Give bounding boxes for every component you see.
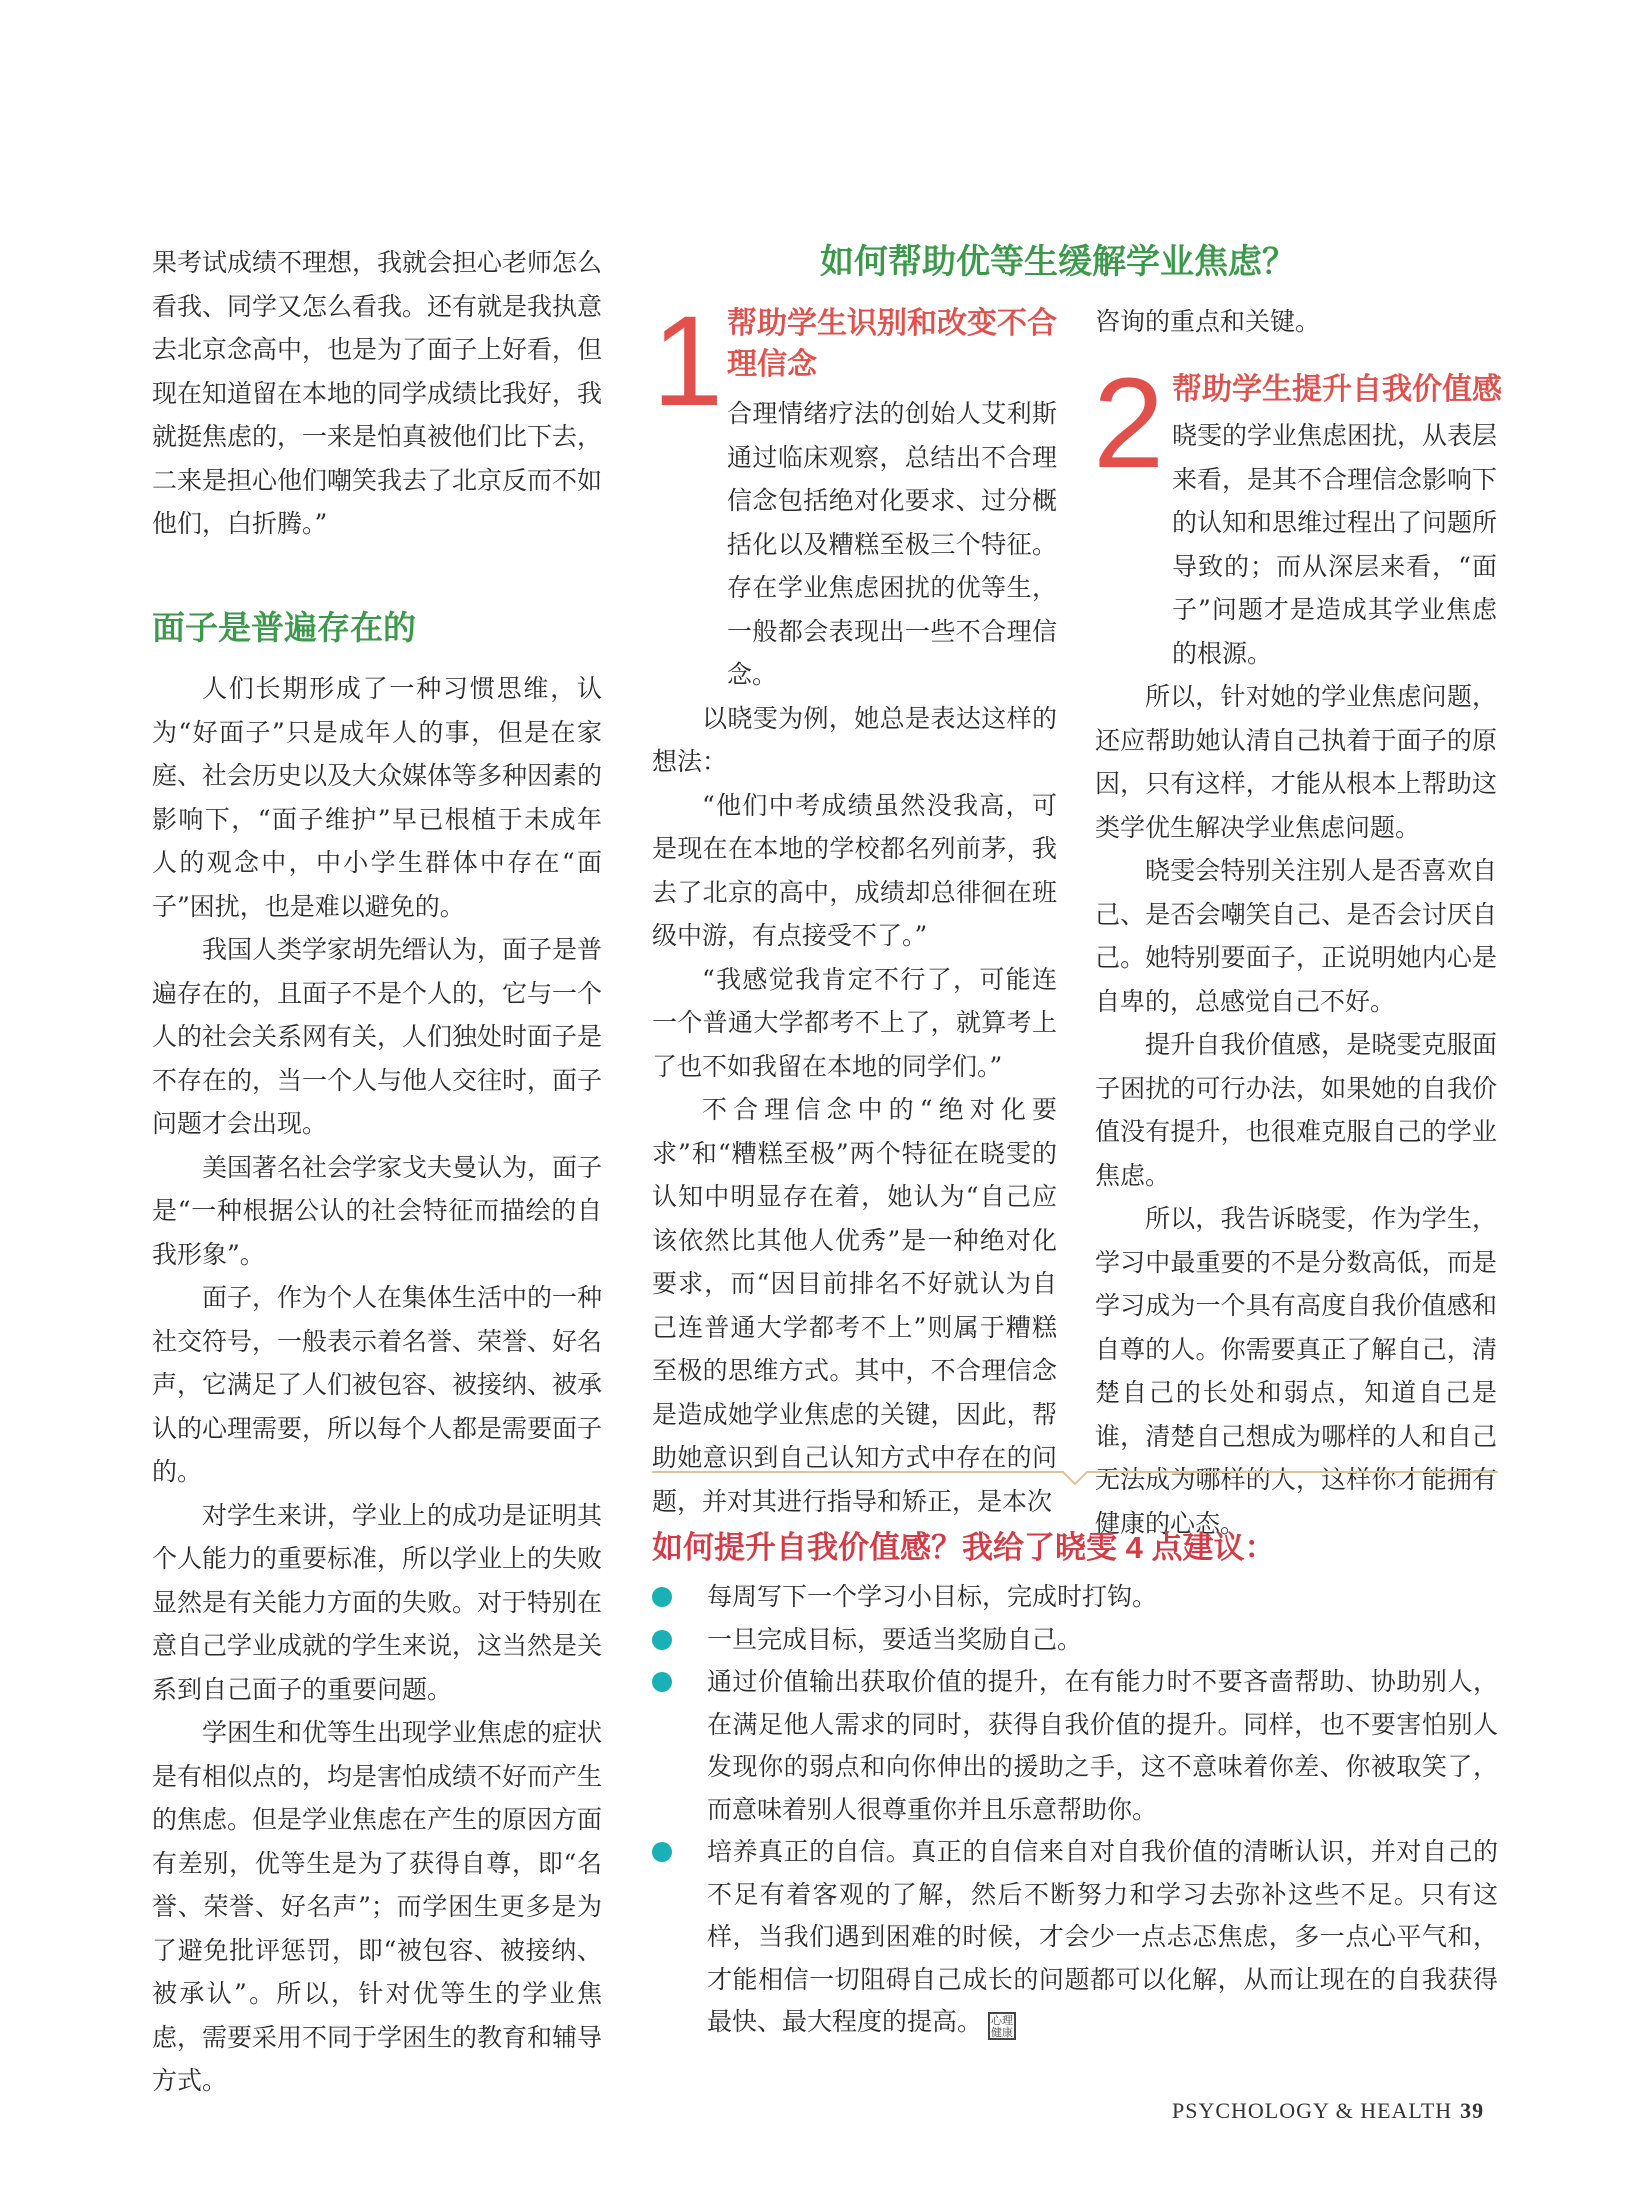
tip-item: 每周写下一个学习小目标，完成时打钩。 — [652, 1576, 1498, 1619]
tips-title: 如何提升自我价值感？我给了晓雯 4 点建议： — [652, 1530, 1276, 1565]
bullet-dot-icon — [652, 1842, 672, 1862]
column-left — [152, 241, 602, 546]
col1-paragraph: 对学生来讲，学业上的成功是证明其个人能力的重要标准，所以学业上的失败显然是有关能力方面的失败。对于特别在意自己学业成就的学生来说，这当然是关系到自己面子的重要问题。 — [152, 1500, 603, 1704]
magazine-name: PSYCHOLOGY & HEALTH — [1172, 2098, 1453, 2123]
section1-quote: “我感觉我肯定不行了，可能连一个普通大学都考不上了，就算考上了也不如我留在本地的同学们。” — [652, 964, 1057, 1081]
page-number: 39 — [1460, 2098, 1485, 2123]
tip-item: 培养真正的自信。真正的自信来自对自我价值的清晰认识，并对自己的不足有着客观的了解，然后不断努力和学习去弥补这些不足。只有这样，当我们遇到困难的时候，才会少一点忐忑焦虑，多一点心平气和，才能相信一切阻碍自己成长的问题都可以化解，从而让现在的自我获得最快、最大程度的提高。 心理 健康 — [652, 1831, 1498, 2044]
section-number-2: 2 — [1093, 352, 1165, 495]
article-end-icon: 心理 健康 — [988, 2012, 1016, 2040]
section1-heading: 帮助学生识别和改变不合理信念 — [727, 307, 1057, 381]
section1-paragraph: 不合理信念中的“绝对化要求”和“糟糕至极”两个特征在晓雯的认知中明显存在着，她认为“自己应该依然比其他人优秀”是一种绝对化要求，而“因目前排名不好就认为自己连普通大学都考不上”则属于糟糕至极的思维方式。其中，不合理信念是造成她学业焦虑的关键，因此，帮助她意识到自己认知方式中存在的问题，并对其进行指导和矫正，是本次 — [652, 1095, 1057, 1516]
section2-heading: 帮助学生提升自我价值感 — [1172, 373, 1502, 406]
bullet-dot-icon — [652, 1587, 672, 1607]
section2-paragraph: 提升自我价值感，是晓雯克服面子困扰的可行办法，如果她的自我价值没有提升，也很难克服自己的学业焦虑。 — [1095, 1030, 1497, 1190]
bullet-dot-icon — [652, 1630, 672, 1650]
column-left-body — [152, 667, 602, 2103]
column-middle — [652, 392, 1057, 1523]
col1-paragraph: 面子，作为个人在集体生活中的一种社交符号，一般表示着名誉、荣誉、好名声，它满足了人们被包容、被接纳、被承认的心理需要，所以每个人都是需要面子的。 — [152, 1283, 603, 1486]
section2-paragraph: 晓雯的学业焦虑困扰，从表层来看，是其不合理信念影响下的认知和思维过程出了问题所导致的；而从深层来看，“面子”问题才是造成其学业焦虑的根源。 — [1172, 421, 1498, 668]
section1-paragraph: 合理情绪疗法的创始人艾利斯通过临床观察，总结出不合理信念包括绝对化要求、过分概括化以及糟糕至极三个特征。存在学业焦虑困扰的优等生，一般都会表现出一些不合理信念。 — [727, 399, 1057, 689]
section2-paragraph: 所以，我告诉晓雯，作为学生，学习中最重要的不是分数高低，而是学习成为一个具有高度自我价值感和自尊的人。你需要真正了解自己，清楚自己的长处和弱点，知道自己是谁，清楚自己想成为哪样的人和自己无法成为哪样的人，这样你才能拥有健康的心态。 — [1095, 1204, 1497, 1538]
section2-paragraph: 所以，针对她的学业焦虑问题，还应帮助她认清自己执着于面子的原因，只有这样，才能从根本上帮助这类学优生解决学业焦虑问题。 — [1095, 682, 1497, 842]
main-title: 如何帮助优等生缓解学业焦虑？ — [820, 242, 1296, 282]
section1-quote: “他们中考成绩虽然没我高，可是现在在本地的学校都名列前茅，我去了北京的高中，成绩却总徘徊在班级中游，有点接受不了。” — [652, 790, 1057, 950]
intro-paragraph: 果考试成绩不理想，我就会担心老师怎么看我、同学又怎么看我。还有就是我执意去北京念高中，也是为了面子上好看，但现在知道留在本地的同学成绩比我好，我就挺焦虑的，一来是怕真被他们比下去，二来是担心他们嘲笑我去了北京反而不如他们，白折腾。” — [152, 248, 603, 538]
section-number-1: 1 — [652, 290, 724, 433]
column-right — [1095, 414, 1497, 1545]
col1-paragraph: 学困生和优等生出现学业焦虑的症状是有相似点的，均是害怕成绩不好而产生的焦虑。但是学业焦虑在产生的原因方面有差别，优等生是为了获得自尊，即“名誉、荣誉、好名声”；而学困生更多是为了避免批评惩罚，即“被包容、被接纳、被承认”。所以，针对优等生的学业焦虑，需要采用不同于学困生的教育和辅导方式。 — [152, 1718, 603, 2095]
col1-paragraph: 我国人类学家胡先缙认为，面子是普遍存在的，且面子不是个人的，它与一个人的社会关系网有关，人们独处时面子是不存在的，当一个人与他人交往时，面子问题才会出现。 — [152, 935, 603, 1138]
bullet-dot-icon — [652, 1672, 672, 1692]
tip-item: 通过价值输出获取价值的提升，在有能力时不要吝啬帮助、协助别人，在满足他人需求的同时，获得自我价值的提升。同样，也不要害怕别人发现你的弱点和向你伸出的援助之手，这不意味着你差、你被取笑了，而意味着别人很尊重你并且乐意帮助你。 — [652, 1661, 1498, 1831]
tips-list — [652, 1576, 1498, 2044]
section-divider — [652, 1466, 1498, 1496]
col1-paragraph: 人们长期形成了一种习惯思维，认为“好面子”只是成年人的事，但是在家庭、社会历史以及大众媒体等多种因素的影响下，“面子维护”早已根植于未成年人的观念中，中小学生群体中存在“面子”困扰，也是难以避免的。 — [152, 674, 603, 921]
col1-paragraph: 美国著名社会学家戈夫曼认为，面子是“一种根据公认的社会特征而描绘的自我形象”。 — [152, 1152, 603, 1269]
page-footer — [1172, 2098, 1484, 2124]
section1-continuation: 咨询的重点和关键。 — [1095, 307, 1321, 336]
section1-paragraph: 以晓雯为例，她总是表达这样的想法： — [652, 703, 1057, 776]
tip-item: 一旦完成目标，要适当奖励自己。 — [652, 1619, 1498, 1662]
section2-paragraph: 晓雯会特别关注别人是否喜欢自己、是否会嘲笑自己、是否会讨厌自己。她特别要面子，正说明她内心是自卑的，总感觉自己不好。 — [1095, 856, 1497, 1016]
section-title-face: 面子是普遍存在的 — [152, 608, 416, 647]
